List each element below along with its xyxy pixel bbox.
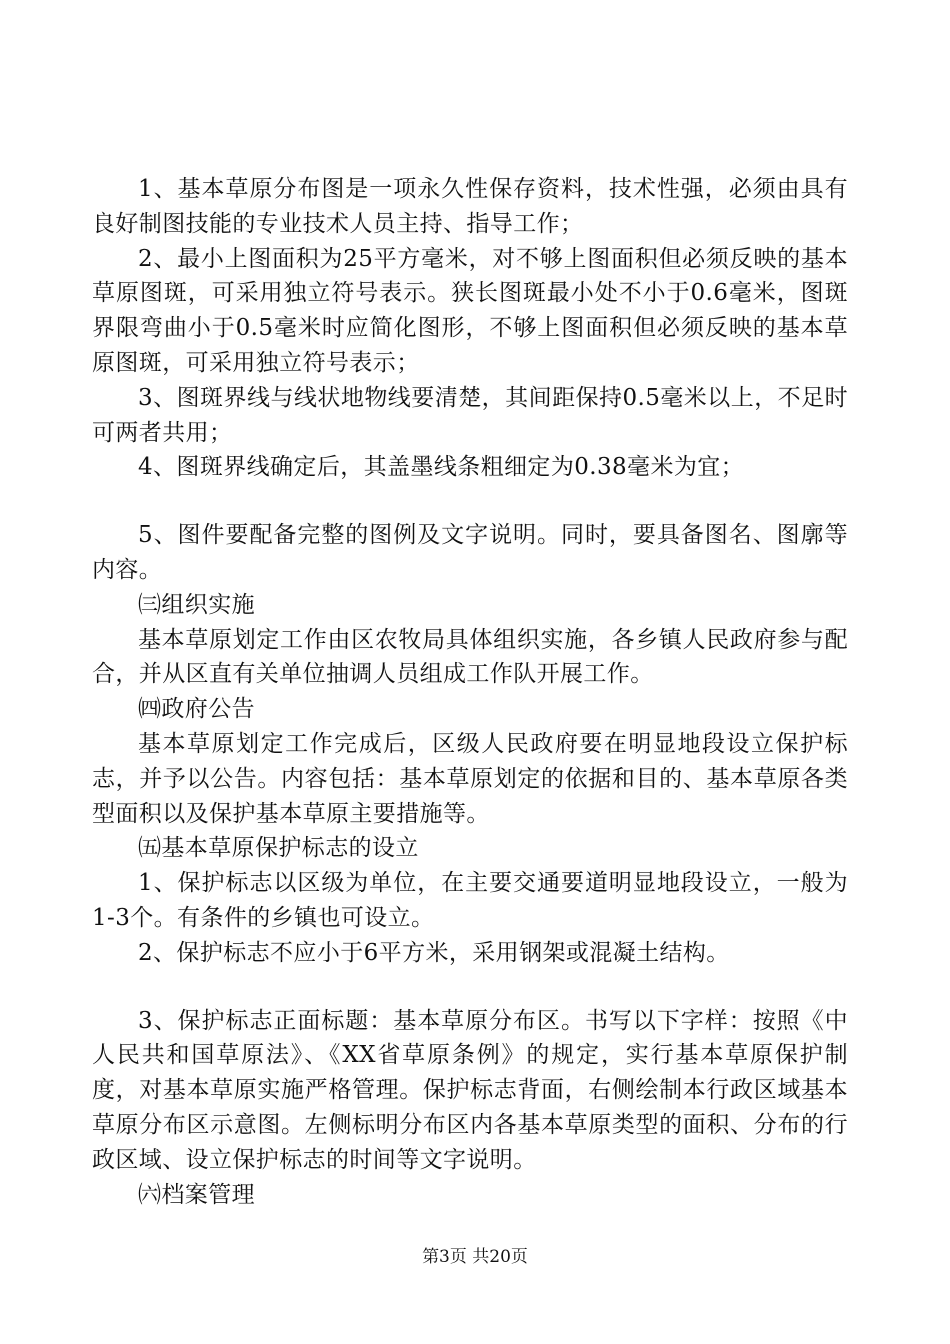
paragraph-sign-rule-3: 3、保护标志正面标题：基本草原分布区。书写以下字样：按照《中人民共和国草原法》、《XX省草原条例》的规定，实行基本草原保护制度，对基本草原实施严格管理。保护标志背面，右侧绘制本行政区域基本草原分布区示意图。左侧标明分布区内各基本草原类型的面积、分布的行政区域、设立保护标志的时间等文字说明。 [92,1007,848,1173]
paragraph-map-requirement-5: 5、图件要配备完整的图例及文字说明。同时，要具备图名、图廓等内容。 [92,522,848,583]
page-number-footer: 第3页 共20页 [422,1247,528,1267]
paragraph-map-requirement-1: 1、基本草原分布图是一项永久性保存资料，技术性强，必须由具有良好制图技能的专业技术人员主持、指导工作； [92,176,848,237]
paragraph-map-requirement-4: 4、图斑界线确定后，其盖墨线条粗细定为0.38毫米为宜； [138,454,745,481]
section-heading-protection-signs: ㈤基本草原保护标志的设立 [138,835,419,862]
document-body [92,172,848,1212]
paragraph-map-requirement-3: 3、图斑界线与线状地物线要清楚，其间距保持0.5毫米以上，不足时可两者共用； [92,384,848,446]
section-heading-archive: ㈥档案管理 [138,1181,255,1208]
paragraph-map-requirement-2: 2、最小上图面积为25平方毫米，对不够上图面积但必须反映的基本草原图斑，可采用独立符号表示。狭长图斑最小处不小于0.6毫米，图斑界限弯曲小于0.5毫米时应简化图形，不够上图面积但必须反映的基本草原图斑，可采用独立符号表示； [92,245,848,376]
section-heading-announcement: ㈣政府公告 [138,696,255,723]
paragraph-announcement: 基本草原划定工作完成后，区级人民政府要在明显地段设立保护标志，并予以公告。内容包括：基本草原划定的依据和目的、基本草原各类型面积以及保护基本草原主要措施等。 [92,730,848,827]
section-heading-implementation: ㈢组织实施 [138,591,255,618]
paragraph-implementation: 基本草原划定工作由区农牧局具体组织实施，各乡镇人民政府参与配合，并从区直有关单位抽调人员组成工作队开展工作。 [92,626,848,688]
paragraph-sign-rule-1: 1、保护标志以区级为单位，在主要交通要道明显地段设立，一般为1-3个。有条件的乡镇也可设立。 [92,870,848,931]
paragraph-sign-rule-2: 2、保护标志不应小于6平方米，采用钢架或混凝土结构。 [138,939,730,966]
